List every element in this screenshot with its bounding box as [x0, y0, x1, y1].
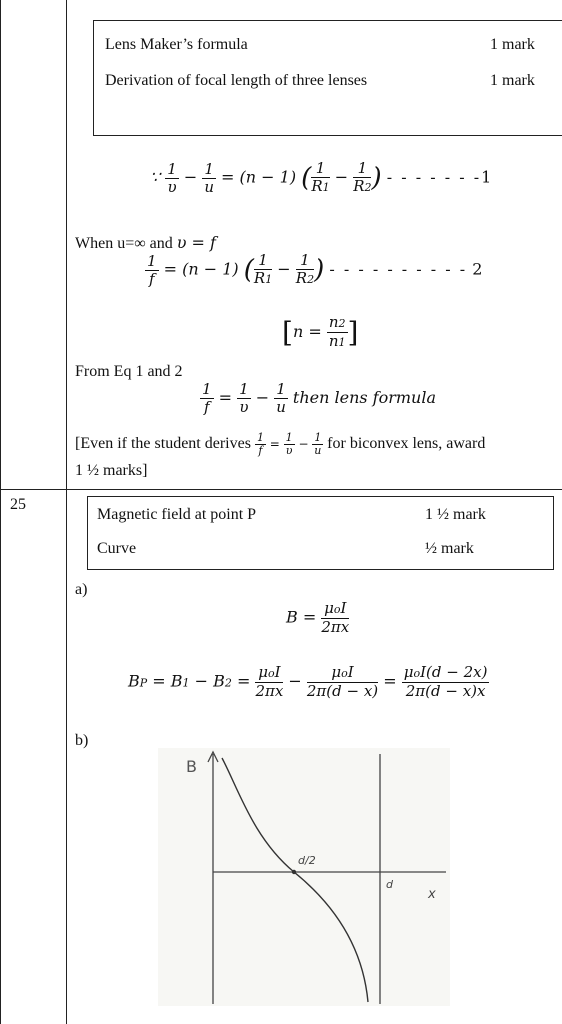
marks-value: 1 ½ mark — [425, 506, 486, 523]
part-a-label: a) — [75, 581, 88, 598]
note-text: for biconvex lens, award — [327, 435, 486, 452]
field-at-p-equation: BP = B1 − B2 = $\frac{\text{μoI}}{2\pi x}$ − $\frac{\text{μoI}}{2\pi(d - x)}$ = $\frac{\text{μoI(d − 2x)}}{2\pi(d - x)x}$ — [128, 663, 488, 700]
lens-formula-equation: $\frac{1}{f}$ = $\frac{1}{\upsilon}$ − $\frac{1}{u}$ then lens formula — [202, 380, 437, 416]
note-line-1: [Even if the student derives $\frac{1}{f}$ = $\frac{1}{\upsilon}$ − $\frac{1}{u}$ for biconvex lens, award — [75, 431, 486, 457]
condition-label: When u=∞ and — [75, 235, 173, 252]
note-text: [Even if the student derives — [75, 435, 251, 452]
marks-label: Lens Maker’s formula — [105, 36, 248, 53]
table-column-divider — [66, 0, 67, 1024]
focal-length-equation: $\frac{1}{f}$ = (n − 1) ( $\frac{1}{R1}$ − $\frac{1}{R2}$ ) - - - - - - - - - - 2 — [147, 251, 483, 288]
lens-maker-equation: ∵ $\frac{1}{\upsilon}$ − $\frac{1}{u}$ = (n − 1) ( $\frac{1}{R1}$ − $\frac{1}{R2}$ ) - - - - - - -1 — [150, 159, 492, 196]
note-line-2: 1 ½ marks] — [75, 462, 148, 479]
condition-expression: υ = f — [176, 233, 216, 252]
marks-label: Curve — [97, 540, 137, 557]
field-curve-graph — [158, 748, 450, 1006]
marks-label: Magnetic field at point P — [97, 506, 257, 523]
question-number: 25 — [10, 496, 26, 513]
graph-paper — [158, 748, 450, 1006]
x-axis-label: x — [428, 887, 436, 902]
midpoint-label: d/2 — [298, 854, 316, 867]
equation-number: 2 — [472, 259, 483, 279]
table-left-border — [0, 0, 1, 1024]
magnetic-field-formula: B = $\frac{\text{μoI}}{2\pi x}$ — [286, 599, 350, 636]
part-b-label: b) — [75, 732, 89, 749]
marks-value: ½ mark — [425, 540, 474, 557]
marks-value: 1 mark — [490, 72, 535, 89]
table-row-divider — [0, 489, 562, 490]
from-equations-text: From Eq 1 and 2 — [75, 363, 183, 380]
equation-number: 1 — [481, 167, 492, 187]
midpoint-marker — [292, 870, 296, 874]
refractive-index-relation: [n = $\frac{n2}{n1}$ ] — [282, 313, 359, 350]
y-axis-label: B — [186, 757, 197, 776]
condition-text — [75, 233, 216, 253]
lens-formula-text: then lens formula — [292, 388, 437, 407]
d-label: d — [386, 878, 393, 891]
marks-label: Derivation of focal length of three lenses — [105, 72, 368, 89]
marks-value: 1 mark — [490, 36, 535, 53]
